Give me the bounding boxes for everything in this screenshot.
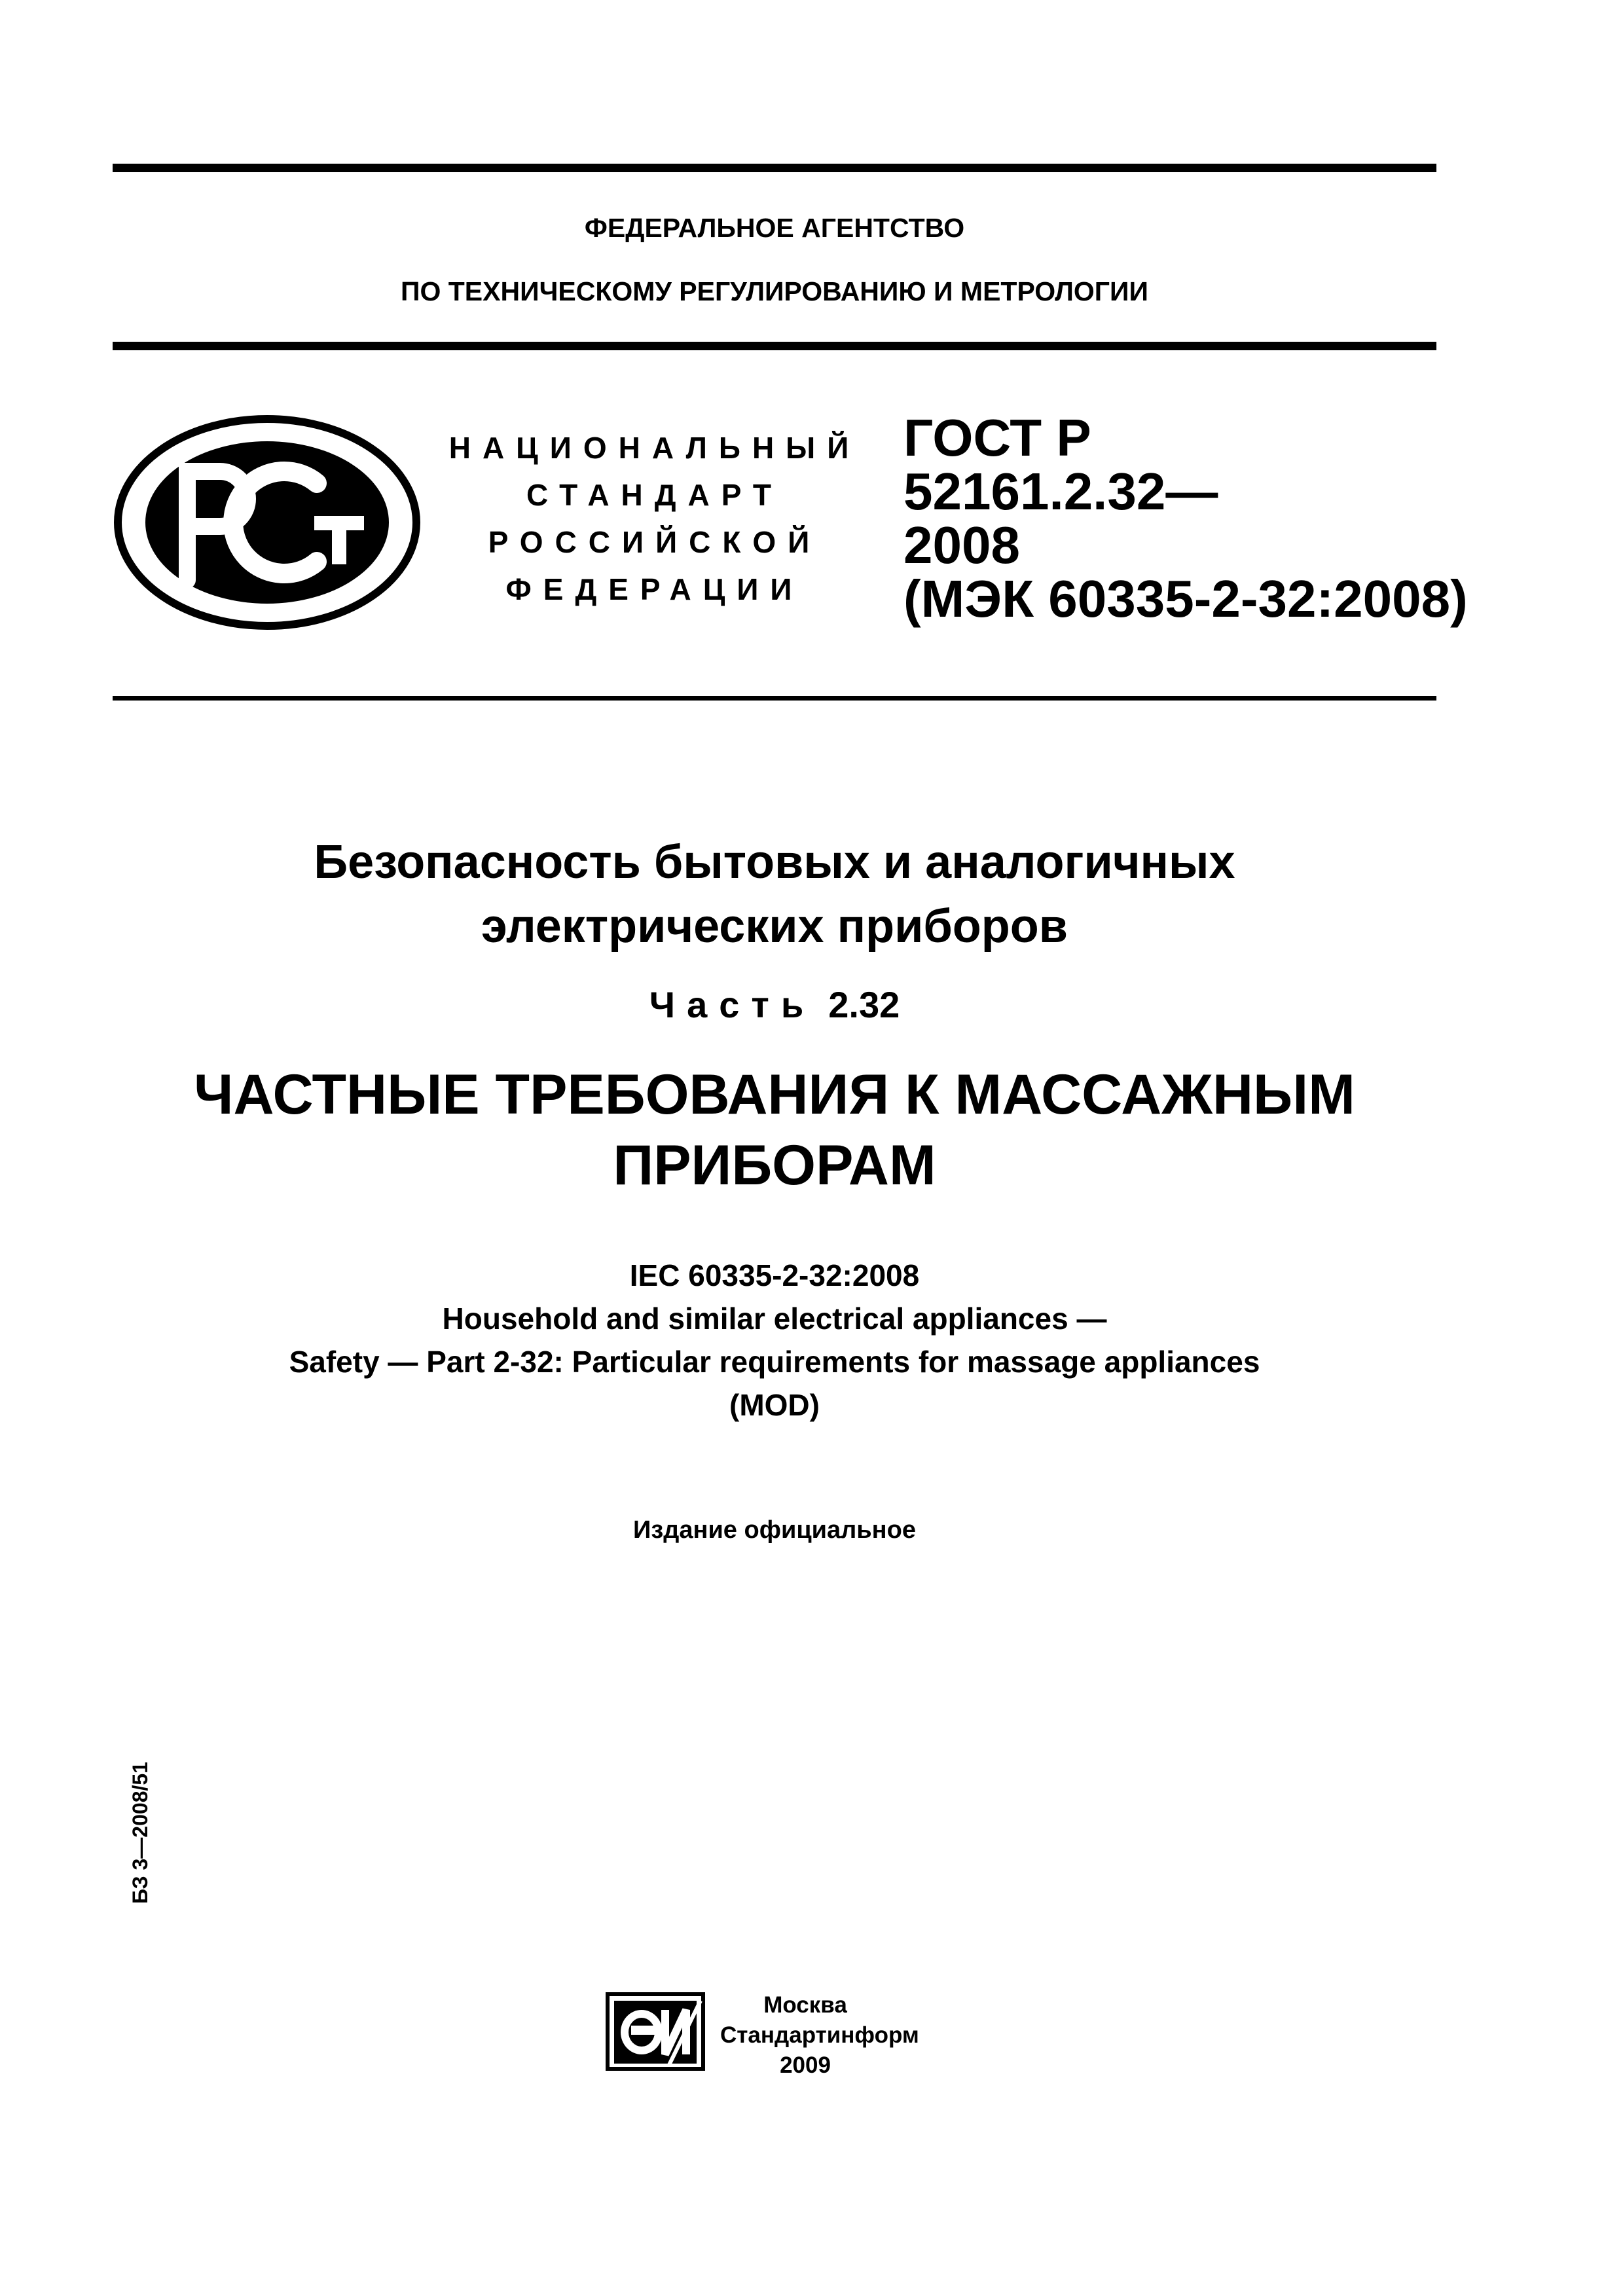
standartinform-logo-icon [605, 1992, 706, 2071]
publisher-city: Москва [763, 1992, 847, 2018]
standard-designation [903, 411, 1468, 626]
agency-line-1: ФЕДЕРАЛЬНОЕ АГЕНТСТВО [584, 213, 965, 243]
subtitle-line-2: ПРИБОРАМ [613, 1134, 936, 1197]
document-title [113, 830, 1436, 958]
part-number: 2.32 [828, 984, 900, 1025]
designation-line-4: (МЭК 60335-2-32:2008) [903, 570, 1468, 628]
standard-type-label [432, 424, 877, 613]
top-rule [113, 164, 1436, 172]
title-line-2: электрических приборов [481, 900, 1068, 953]
iec-line-3: Safety — Part 2-32: Particular requirements for massage appliances [289, 1345, 1260, 1379]
publisher [720, 1990, 919, 2081]
publisher-name: Стандартинформ [720, 2022, 919, 2048]
standard-type-line-2: СТАНДАРТ [526, 478, 783, 512]
standard-type-line-1: НАЦИОНАЛЬНЫЙ [448, 431, 861, 465]
designation-line-3: 2008 [903, 516, 1020, 574]
document-subtitle [113, 1059, 1436, 1201]
standard-type-line-3: РОССИЙСКОЙ [488, 525, 822, 559]
side-code: БЗ 3—2008/51 [128, 1762, 152, 1904]
designation-line-1: ГОСТ Р [903, 409, 1091, 467]
part-label [113, 983, 1436, 1026]
agency-bottom-rule [113, 342, 1436, 350]
iec-reference [113, 1254, 1436, 1427]
publisher-year: 2009 [780, 2052, 831, 2078]
iec-line-4: (MOD) [729, 1388, 820, 1422]
iec-line-1: IEC 60335-2-32:2008 [629, 1258, 920, 1292]
standard-type-line-4: ФЕДЕРАЦИИ [505, 572, 804, 606]
part-word: Часть [649, 984, 816, 1025]
agency-line-2: ПО ТЕХНИЧЕСКОМУ РЕГУЛИРОВАНИЮ И МЕТРОЛОГИИ [401, 276, 1148, 306]
edition-label: Издание официальное [633, 1516, 916, 1544]
title-line-1: Безопасность бытовых и аналогичных [314, 836, 1235, 888]
rst-logo-icon [110, 411, 424, 634]
designation-line-2: 52161.2.32— [903, 462, 1218, 520]
header-bottom-rule [113, 696, 1436, 701]
iec-line-2: Household and similar electrical appliances — [442, 1302, 1107, 1336]
subtitle-line-1: ЧАСТНЫЕ ТРЕБОВАНИЯ К МАССАЖНЫМ [194, 1063, 1355, 1126]
